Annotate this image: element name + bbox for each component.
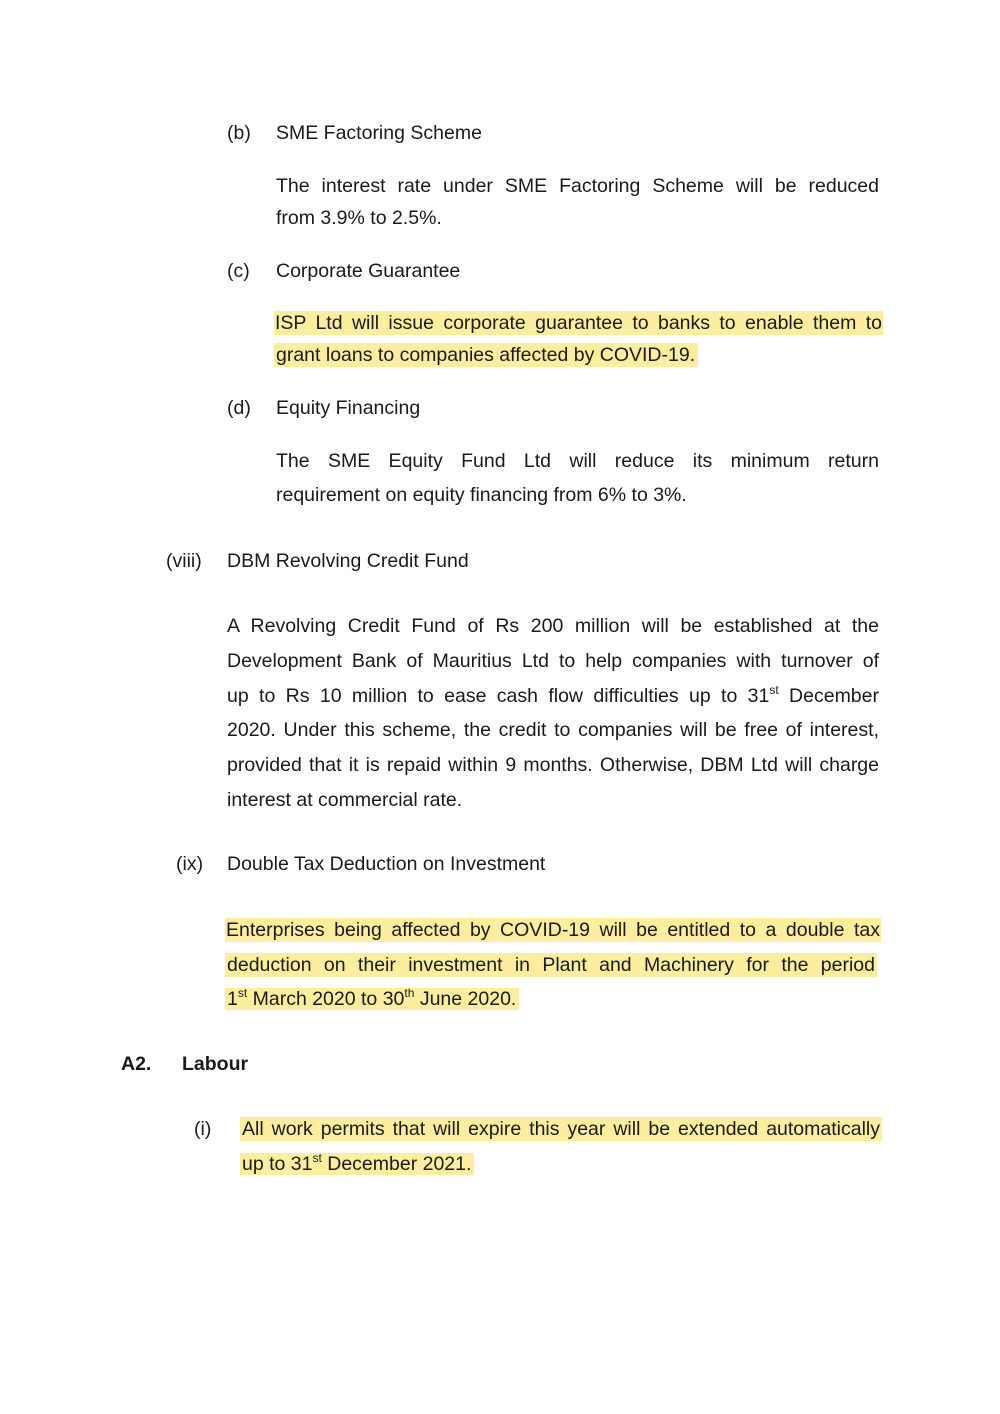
item-b-title: SME Factoring Scheme (276, 122, 482, 144)
superscript: st (769, 683, 779, 697)
item-viii-label: (viii) (166, 550, 202, 572)
item-viii-text-line-4: 2020. Under this scheme, the credit to companies will be free of interest, (227, 719, 879, 741)
item-b-text-line-1: The interest rate under SME Factoring Scheme will be reduced (276, 175, 879, 197)
item-i-text-line-2: up to 31st December 2021. (240, 1152, 474, 1176)
item-ix-title: Double Tax Deduction on Investment (227, 853, 546, 875)
superscript: st (237, 986, 248, 1000)
item-viii-title: DBM Revolving Credit Fund (227, 550, 469, 572)
item-ix-label: (ix) (176, 853, 204, 875)
item-d-text-line-2: requirement on equity financing from 6% to 3%. (276, 484, 687, 506)
item-b-text-line-2: from 3.9% to 2.5%. (276, 207, 442, 229)
item-i-text-line-1: All work permits that will expire this year will be extended automatically (242, 1118, 880, 1140)
item-viii-text-line-2: Development Bank of Mauritius Ltd to help companies with turnover of (227, 650, 879, 672)
section-number: A2. (121, 1053, 152, 1075)
superscript: st (312, 1151, 322, 1165)
item-c-title: Corporate Guarantee (276, 260, 461, 282)
item-d-title: Equity Financing (276, 397, 421, 419)
item-viii-text-line-6: interest at commercial rate. (227, 789, 463, 811)
item-d-label: (d) (227, 397, 251, 419)
item-viii-text-line-3: up to Rs 10 million to ease cash flow difficulties up to 31st December (227, 683, 879, 707)
item-viii-text-line-5: provided that it is repaid within 9 months. Otherwise, DBM Ltd will charge (227, 754, 879, 776)
superscript: th (404, 986, 415, 1000)
item-b-label: (b) (227, 122, 251, 144)
item-ix-text-line-1: Enterprises being affected by COVID-19 will be entitled to a double tax (226, 919, 880, 941)
item-c-label: (c) (227, 260, 250, 282)
item-i-label: (i) (194, 1118, 212, 1140)
item-ix-text-line-2: deduction on their investment in Plant and Machinery for the period (227, 954, 875, 976)
item-c-text-line-1: ISP Ltd will issue corporate guarantee to banks to enable them to (275, 312, 882, 334)
item-c-text-line-2: grant loans to companies affected by COVID-19. (274, 343, 698, 367)
section-title: Labour (182, 1053, 249, 1075)
item-d-text-line-1: The SME Equity Fund Ltd will reduce its minimum return (276, 450, 879, 472)
item-ix-text-line-3: 1st March 2020 to 30th June 2020. (225, 987, 519, 1011)
item-viii-text-line-1: A Revolving Credit Fund of Rs 200 million will be established at the (227, 615, 879, 637)
